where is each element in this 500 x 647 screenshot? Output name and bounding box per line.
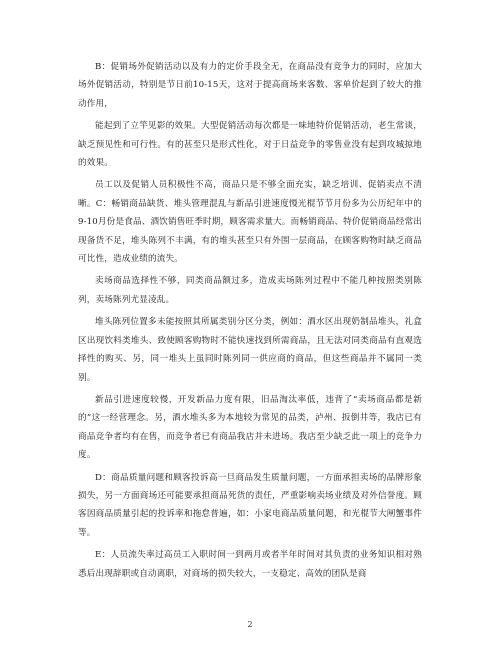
paragraph-staff-turnover-e: E：人员流失率过高员工入职时间一到两月或者半年时间对其负责的业务知识相对熟悉后出现辞职或自动离职，对商场的损失较大，一支稳定、高效的团队是商: [78, 550, 422, 579]
paragraph-product-selection: 卖场商品选择性不够，同类商品额过多，造成卖场陈列过程中不能几种按照类别陈列，卖场陈列尤显凌乱。: [78, 276, 422, 305]
paragraph-promotion-effect: 能起到了立竿见影的效果。大型促销活动每次都是一味地特价促销活动，老生常谈，缺乏预见性和可行性。有的甚至只是形式性化，对于日益竞争的零售业没有起到攻城掠地的效果。: [78, 121, 422, 169]
page-number: 2: [247, 620, 253, 629]
paragraph-staff-stock-c: 员工以及促销人员积极性不高，商品只是不够全面充实，缺乏培训、促销卖点不清晰。C：畅销商品缺货、堆头管理混乱与新品引进速度慢光棍节节月份多为公历纪年中的9-10月份是食品、酒饮销售旺季时期，顾客需求量大。而畅销商品、特价促销商品经常出现备货不足，堆头陈列不丰满，有的堆头甚至只有外围一层商品，在顾客购物时缺乏商品可比性，造成业绩的流失。: [78, 180, 422, 265]
paragraph-promotion-b: B：促销场外促销活动以及有力的定价手段全无，在商品没有竞争力的同时，应加大场外促销活动，特别是节日前10-15天，这对于提高商场来客数、客单价起到了较大的推动作用，: [78, 62, 422, 109]
paragraph-display-location: 堆头陈列位置多未能按照其所属类别分区分类，例如：酒水区出现奶制品堆头，礼盒区出现饮料类堆头、致使顾客购物时不能快速找到所需商品，且无法对同类商品有直观选择性的购买、另，同一堆头上虽同时陈列同一供应商的商品，但这些商品并不属同一类别。: [78, 317, 422, 383]
paragraph-new-products: 新品引进速度较慢，开发新品力度有限，旧品淘汰率低，违背了“卖场商品都是新的”这一经营理念。另，酒水堆头多为本地较为常见的品类，泸州、扳倒井等，我店已有商品竞争者均有在售，而竞争者已有商品我店并未进场。我店至少缺乏此一项上的竞争力度。: [78, 394, 422, 461]
document-body: [78, 58, 422, 587]
paragraph-quality-d: D：商品质量问题和顾客投诉高一旦商品发生质量问题，一方面承担卖场的品牌形象损失，另一方面商场还可能要承担商品死货的责任，严重影响卖场业绩及对外信誉度。顾客因商品质量引起的投诉率和拖怠普遍，如：小家电商品质量问题，和光棍节大闸蟹事件等。: [78, 472, 422, 538]
